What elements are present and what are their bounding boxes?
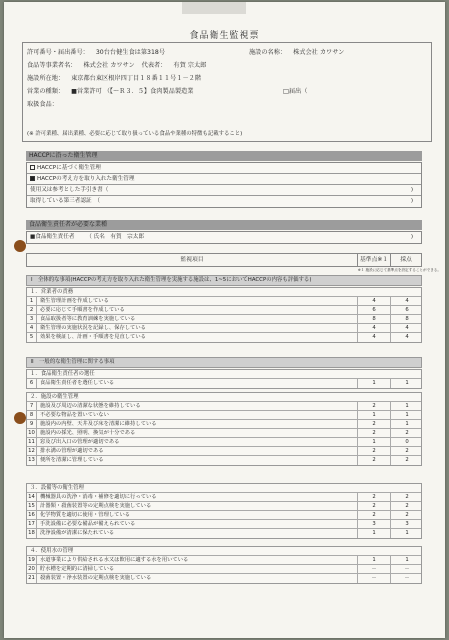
row-standard-score: 1	[357, 379, 390, 388]
section2-group-2	[26, 392, 422, 466]
row-number: 15	[27, 502, 37, 511]
section1-heading: Ⅰ 全体的な事項(HACCPの考え方を取り入れた衛生管理を実施する施設は、1~5においてHACCPの内容も評価する)	[26, 275, 422, 286]
row-number: 8	[27, 411, 37, 420]
row-item-text: 施設及び周辺の清潔な状態を維持している	[40, 403, 141, 409]
row-standard-score: 2	[357, 511, 390, 520]
guidebook-line: 使用又は参考とした手引き書（ )	[27, 185, 421, 196]
section1-group	[26, 287, 422, 343]
operator-label: 食品等事業者名：	[27, 62, 77, 69]
row-standard-score: 2	[357, 402, 390, 411]
rep-value: 有賀 宗太郎	[173, 62, 207, 69]
group-title: １．営業者の責務	[27, 288, 421, 297]
manager-label: ■食品衛生責任者	[30, 234, 75, 240]
table-row	[27, 565, 421, 574]
header-note: (※ 許可業種、届出業種、必要に応じて取り扱っている食品や業種の特徴も記載すること)	[27, 131, 243, 137]
section2-group-4	[26, 546, 422, 584]
table-row	[27, 402, 421, 411]
row-item-text: 必要に応じて手順書を作成している	[40, 307, 125, 313]
table-row	[27, 574, 421, 583]
row-score: 2	[390, 447, 423, 456]
row-item-text: 施設内の内壁、天井及び床を清潔に維持している	[40, 421, 157, 427]
row-item-text: 不必要な物品を置いていない	[40, 412, 109, 418]
row-standard-score: 2	[357, 493, 390, 502]
table-row	[27, 502, 421, 511]
row-number: 5	[27, 333, 37, 342]
row-item-text: 貯水槽を定期的に清掃している	[40, 566, 115, 572]
row-standard-score: 4	[357, 297, 390, 306]
row-standard-score: 1	[357, 411, 390, 420]
row-item-text: 排水溝の管理が適切である	[40, 448, 104, 454]
business-value: ■営業許可 （【～Ｒ３．５】食肉製品製造業	[71, 88, 194, 95]
header-score: 採点	[390, 254, 421, 266]
table-row	[27, 556, 421, 565]
table-row	[27, 429, 421, 438]
haccp-option-label: HACCPに基づく衛生管理	[37, 165, 101, 171]
haccp-option-1	[27, 163, 421, 174]
rep-label: 代表者：	[141, 62, 167, 69]
row-standard-score: 1	[357, 556, 390, 565]
row-item-text: 化学物質を適切に使用・管理している	[40, 512, 131, 518]
row-score: 1	[390, 411, 423, 420]
haccp-heading: HACCPに沿った衛生管理	[26, 151, 422, 161]
group-title: ２．施設の衛生管理	[27, 393, 421, 402]
group-title: １．食品衛生責任者の選任	[27, 370, 421, 379]
row-number: 17	[27, 520, 37, 529]
row-number: 12	[27, 447, 37, 456]
haccp-box	[26, 162, 422, 208]
row-standard-score: 3	[357, 520, 390, 529]
row-standard-score: －	[357, 574, 390, 583]
row-number: 14	[27, 493, 37, 502]
notify-value: □届出（	[283, 88, 308, 95]
row-number: 2	[27, 306, 37, 315]
row-score: 1	[390, 379, 423, 388]
haccp-option-2	[27, 174, 421, 185]
row-standard-score: 4	[357, 333, 390, 342]
table-row	[27, 520, 421, 529]
section2-group-3	[26, 483, 422, 539]
row-score: 6	[390, 306, 423, 315]
table-header	[26, 253, 422, 267]
handled-label: 取扱食品：	[27, 101, 58, 108]
row-score: 8	[390, 315, 423, 324]
facility-label: 施設の名称：	[249, 49, 287, 56]
row-item-text: 窓及び出入口の管理が適切である	[40, 439, 120, 445]
row-item-text: 便所を清潔に管理している	[40, 457, 104, 463]
row-item-text: 計器類・殺菌装置等の定期点検を実施している	[40, 503, 152, 509]
table-row	[27, 315, 421, 324]
row-standard-score: 2	[357, 447, 390, 456]
table-row	[27, 324, 421, 333]
permit-label: 許可番号・届出番号：	[27, 49, 89, 56]
row-number: 10	[27, 429, 37, 438]
table-row	[27, 420, 421, 429]
row-score: 3	[390, 520, 423, 529]
row-standard-score: 2	[357, 429, 390, 438]
row-score: 1	[390, 420, 423, 429]
guidebook-label: 使用又は参考とした手引き書（	[30, 187, 109, 193]
row-item-text: 水道事業により供給される水又は飲用に適する水を用いている	[40, 557, 189, 563]
row-number: 13	[27, 456, 37, 465]
row-item-text: 洗浄設備が清潔に保たれている	[40, 530, 115, 536]
certification-line: 取得している第三者認証 （ )	[30, 198, 413, 204]
page-title: 食品衛生監視票	[189, 31, 260, 41]
inspection-sheet	[4, 2, 445, 638]
row-number: 11	[27, 438, 37, 447]
table-row	[27, 511, 421, 520]
row-score: 4	[390, 324, 423, 333]
facility-value: 株式会社 カワサン	[293, 49, 345, 56]
row-score: 1	[390, 529, 423, 538]
row-item-text: 手洗設備に必要な備品が備えられている	[40, 521, 136, 527]
row-number: 6	[27, 379, 37, 388]
row-score: －	[390, 574, 423, 583]
row-score: 4	[390, 333, 423, 342]
header-item: 監視項目	[180, 257, 204, 263]
row-standard-score: 2	[357, 502, 390, 511]
facility-info-box	[22, 42, 432, 142]
row-score: 0	[390, 438, 423, 447]
address-label: 施設所在地：	[27, 75, 65, 82]
row-standard-score: 1	[357, 529, 390, 538]
row-score: 2	[390, 456, 423, 465]
row-standard-score: 1	[357, 438, 390, 447]
manager-box	[26, 231, 422, 244]
table-row	[27, 306, 421, 315]
row-number: 1	[27, 297, 37, 306]
row-item-text: 効果を検証し、計画・手順書を見直している	[40, 334, 146, 340]
address-value: 東京都台東区根岸四丁目１８番１１号１－２階	[71, 75, 202, 82]
table-row	[27, 438, 421, 447]
operator-value: 株式会社 カワサン	[83, 62, 135, 69]
table-row	[27, 447, 421, 456]
row-number: 7	[27, 402, 37, 411]
row-number: 19	[27, 556, 37, 565]
row-item-text: 衛生管理計画を作成している	[40, 298, 109, 304]
punch-hole	[14, 240, 26, 252]
row-number: 20	[27, 565, 37, 574]
table-row	[27, 456, 421, 465]
row-standard-score: 8	[357, 315, 390, 324]
business-label: 営業の種類：	[27, 88, 65, 95]
table-row	[27, 297, 421, 306]
table-row	[27, 529, 421, 538]
row-number: 18	[27, 529, 37, 538]
row-number: 9	[27, 420, 37, 429]
haccp-option-label: HACCPの考え方を取り入れた衛生管理	[37, 176, 135, 182]
row-score: 1	[390, 556, 423, 565]
row-score: 2	[390, 429, 423, 438]
table-row	[27, 333, 421, 342]
row-standard-score: 2	[357, 420, 390, 429]
row-item-text: 施設内の採光、照明、換気が十分である	[40, 430, 136, 436]
row-score: 2	[390, 493, 423, 502]
row-item-text: 機械器具の洗浄・消毒・補修を適切に行っている	[40, 494, 157, 500]
table-row	[27, 379, 421, 388]
row-standard-score: 2	[357, 456, 390, 465]
row-score: 4	[390, 297, 423, 306]
table-row	[27, 411, 421, 420]
section2-heading: Ⅱ 一般的な衛生管理に関する事項	[26, 357, 422, 368]
manager-line: ■食品衛生責任者 （ 氏名 有賀 宗太郎 )	[30, 234, 413, 240]
section2-group-1	[26, 369, 422, 389]
row-number: 16	[27, 511, 37, 520]
row-number: 21	[27, 574, 37, 583]
row-standard-score: －	[357, 565, 390, 574]
group-title: ４．使用水の管理	[27, 547, 421, 556]
checkbox-checked-icon	[30, 176, 35, 181]
row-item-text: 殺菌装置・浄水装置の定期点検を実施している	[40, 575, 152, 581]
row-item-text: 食品取扱者等に教育訓練を実施している	[40, 316, 136, 322]
row-score: 1	[390, 402, 423, 411]
manager-heading: 食品衛生責任者が必要な業種	[26, 220, 422, 230]
tape	[182, 2, 246, 14]
row-standard-score: 6	[357, 306, 390, 315]
row-item-text: 衛生管理の実施状況を記録し、保存している	[40, 325, 146, 331]
row-score: 2	[390, 511, 423, 520]
row-score: －	[390, 565, 423, 574]
row-number: 4	[27, 324, 37, 333]
row-number: 3	[27, 315, 37, 324]
standard-note: ※１ 施設に応じて基準点を設定することができる。	[357, 268, 441, 272]
group-title: ３．設備等の衛生管理	[27, 484, 421, 493]
row-standard-score: 4	[357, 324, 390, 333]
checkbox-unchecked-icon	[30, 165, 35, 170]
punch-hole	[14, 412, 26, 424]
row-score: 2	[390, 502, 423, 511]
row-item-text: 食品衛生責任者を選任している	[40, 380, 115, 386]
certification-label: 取得している第三者認証 （	[30, 198, 100, 204]
table-row	[27, 493, 421, 502]
header-standard: 基準点※１	[357, 254, 390, 266]
manager-value: （ 氏名 有賀 宗太郎	[86, 234, 144, 240]
permit-value: 30台台健生食は第318号	[95, 49, 166, 56]
